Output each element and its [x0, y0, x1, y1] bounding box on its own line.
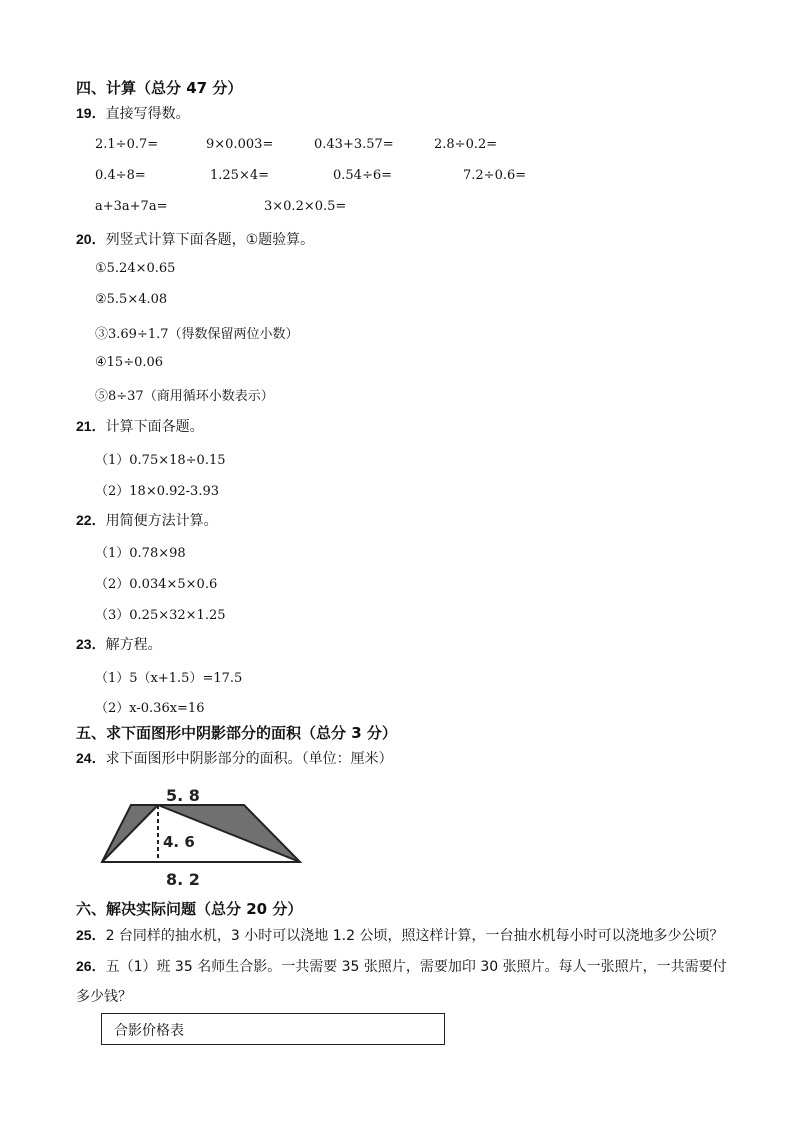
calc-item: ①5.24×0.65 [95, 261, 176, 276]
question-24 [76, 748, 393, 768]
question-21 [76, 416, 204, 436]
calc-item: ②5.5×4.08 [95, 292, 168, 307]
calc-item: ④15÷0.06 [95, 355, 164, 370]
calc-item: 3×0.2×0.5= [264, 199, 347, 214]
calc-item: 0.54÷6= [333, 168, 393, 183]
question-text: 求下面图形中阴影部分的面积。（单位：厘米） [105, 751, 393, 767]
calc-item: 1.25×4= [210, 168, 270, 183]
calc-item: 9×0.003= [206, 137, 274, 152]
price-table-title: 合影价格表 [114, 1023, 184, 1039]
calc-item: ⑤8÷37（商用循环小数表示） [95, 389, 274, 404]
calc-item: 2.8÷0.2= [434, 137, 498, 152]
top-base-label: 5. 8 [166, 786, 200, 805]
question-text: 计算下面各题。 [105, 419, 204, 435]
question-19 [76, 103, 190, 123]
question-text: 五（1）班 35 名师生合影。一共需要 35 张照片，需要加印 30 张照片。每人一张照片，一共需要付 [105, 959, 727, 975]
section-heading-4: 四、计算（总分 47 分） [76, 79, 243, 97]
section-heading-5: 五、求下面图形中阴影部分的面积（总分 3 分） [76, 724, 397, 742]
calc-item: ③3.69÷1.7（得数保留两位小数） [95, 327, 299, 342]
calc-item: 0.4÷8= [95, 168, 146, 183]
calc-item: （1）0.75×18÷0.15 [95, 453, 226, 468]
price-table [101, 1013, 445, 1045]
height-label: 4. 6 [163, 833, 195, 851]
question-text-continued: 多少钱？ [76, 989, 132, 1005]
calc-item: 7.2÷0.6= [463, 168, 527, 183]
equation-item: （2）x-0.36x=16 [95, 701, 205, 716]
calc-item: 2.1÷0.7= [95, 137, 159, 152]
question-20 [76, 229, 314, 249]
equation-item: （1）5（x+1.5）=17.5 [95, 671, 243, 686]
question-25 [76, 925, 723, 945]
question-number: 23． [76, 636, 106, 652]
question-number: 21． [76, 418, 106, 434]
section-heading-6: 六、解决实际问题（总分 20 分） [76, 900, 303, 918]
calc-item: （2）18×0.92-3.93 [95, 484, 219, 499]
calc-item: （2）0.034×5×0.6 [95, 577, 218, 592]
calc-item: （3）0.25×32×1.25 [95, 608, 226, 623]
question-number: 26． [76, 958, 106, 974]
bottom-base-label: 8. 2 [166, 870, 200, 889]
calc-item: （1）0.78×98 [95, 546, 186, 561]
question-number: 19． [76, 105, 106, 121]
question-number: 20． [76, 231, 106, 247]
question-22 [76, 510, 218, 530]
question-text: 用简便方法计算。 [105, 513, 218, 529]
question-text: 直接写得数。 [105, 106, 190, 122]
calc-item: 0.43+3.57= [314, 137, 394, 152]
question-text: 列竖式计算下面各题，①题验算。 [105, 232, 315, 248]
question-number: 24． [76, 750, 106, 766]
question-23 [76, 634, 162, 654]
calc-item: a+3a+7a= [95, 199, 168, 214]
question-number: 25． [76, 927, 106, 943]
question-number: 22． [76, 512, 106, 528]
question-26 [76, 956, 727, 976]
question-text: 2 台同样的抽水机，3 小时可以浇地 1.2 公顷，照这样计算，一台抽水机每小时可以浇地多少公顷？ [105, 928, 724, 944]
question-text: 解方程。 [105, 637, 162, 653]
trapezoid-figure [96, 782, 308, 890]
